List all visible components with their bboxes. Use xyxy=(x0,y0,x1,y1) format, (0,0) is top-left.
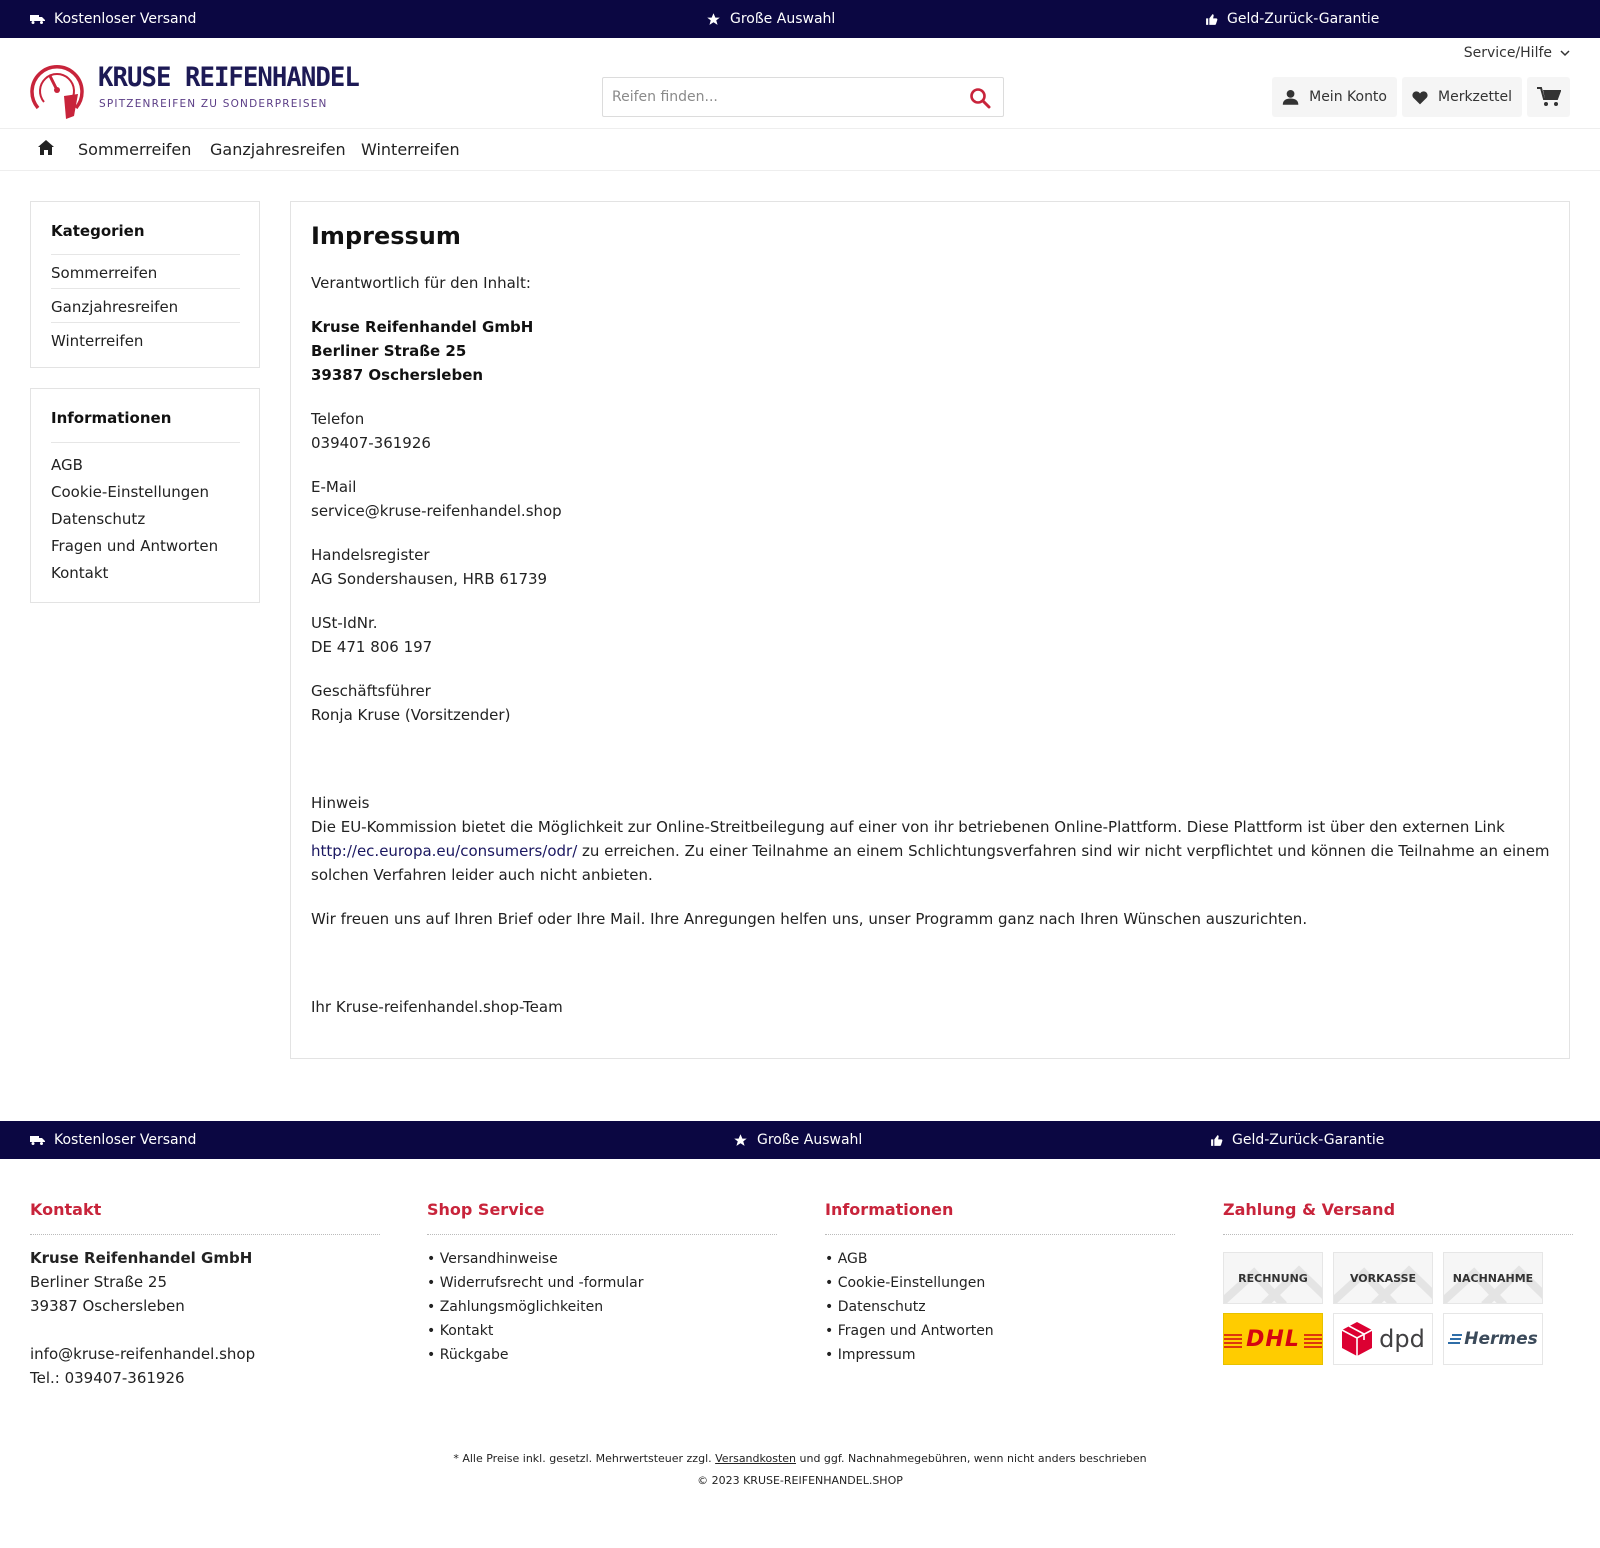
notice-text xyxy=(311,815,1551,887)
user-icon xyxy=(1282,87,1299,107)
footer-info-title: Informationen xyxy=(825,1200,1175,1235)
sidebar-item-privacy[interactable]: Datenschutz xyxy=(51,510,146,528)
thumbs-up-icon xyxy=(1205,13,1218,26)
speedometer-logo-icon xyxy=(30,56,84,120)
footer-city: 39387 Oschersleben xyxy=(30,1297,185,1315)
divider xyxy=(51,322,240,323)
email-value: service@kruse-reifenhandel.shop xyxy=(311,502,562,520)
service-help-label: Service/Hilfe xyxy=(1463,45,1552,61)
footer-link-returns[interactable]: • Rückgabe xyxy=(427,1343,777,1367)
carrier-badge-hermes xyxy=(1443,1313,1543,1365)
footer-email[interactable]: info@kruse-reifenhandel.shop xyxy=(30,1345,256,1363)
search-bar xyxy=(602,77,1004,117)
vat-value: DE 471 806 197 xyxy=(311,638,433,656)
notice-label: Hinweis xyxy=(311,794,370,812)
sidebar-item-agb[interactable]: AGB xyxy=(51,456,83,474)
legal-suffix: und ggf. Nachnahmegebühren, wenn nicht anders beschrieben xyxy=(796,1452,1147,1465)
usp-shipping-label: Kostenloser Versand xyxy=(54,11,197,27)
phone-value: 039407-361926 xyxy=(311,434,431,452)
responsible-label: Verantwortlich für den Inhalt: xyxy=(311,274,531,292)
usp-selection-label: Große Auswahl xyxy=(757,1132,863,1148)
footer-link-withdrawal[interactable]: • Widerrufsrecht und -formular xyxy=(427,1271,777,1295)
shopping-cart-icon xyxy=(1537,87,1561,107)
legal-note xyxy=(0,1452,1600,1465)
register-label: Handelsregister xyxy=(311,546,430,564)
carrier-badge-dpd xyxy=(1333,1313,1433,1365)
sidebar-item-cookie-settings[interactable]: Cookie-Einstellungen xyxy=(51,483,210,501)
payment-badge-invoice xyxy=(1223,1252,1323,1304)
sidebar-categories xyxy=(30,201,260,368)
page-title: Impressum xyxy=(311,222,461,250)
company-name: Kruse Reifenhandel GmbH xyxy=(311,318,534,336)
impressum-content xyxy=(290,201,1570,1059)
usp-bar-bottom xyxy=(0,1121,1600,1159)
footer-link-faq[interactable]: • Fragen und Antworten xyxy=(825,1319,1175,1343)
shipping-costs-link[interactable]: Versandkosten xyxy=(715,1452,797,1465)
logo[interactable] xyxy=(30,56,359,120)
search-icon xyxy=(969,87,991,109)
logo-title: KRUSE REIFENHANDEL xyxy=(98,62,359,93)
dpd-cube-icon xyxy=(1341,1321,1373,1357)
carrier-label-hermes: Hermes xyxy=(1464,1329,1538,1349)
usp-bar-top xyxy=(0,0,1600,38)
ceo-label: Geschäftsführer xyxy=(311,682,431,700)
payment-label-prepayment: VORKASSE xyxy=(1349,1271,1417,1285)
carrier-label-dhl: DHL xyxy=(1242,1327,1304,1352)
thumbs-up-icon xyxy=(1210,1134,1223,1147)
legal-prefix: * Alle Preise inkl. gesetzl. Mehrwertsteuer zzgl. xyxy=(453,1452,716,1465)
footer-contact-title: Kontakt xyxy=(30,1200,380,1235)
usp-selection xyxy=(706,0,835,38)
notice-text-1: Die EU-Kommission bietet die Möglichkeit zur Online-Streitbeilegung auf einer von ihr betriebenen Online-Plattform. Diese Plattform ist über den externen Link xyxy=(311,818,1505,836)
footer-link-payment-options[interactable]: • Zahlungsmöglichkeiten xyxy=(427,1295,777,1319)
sidebar-item-faq[interactable]: Fragen und Antworten xyxy=(51,537,219,555)
footer-link-privacy[interactable]: • Datenschutz xyxy=(825,1295,1175,1319)
divider xyxy=(51,288,240,289)
sidebar-item-winterreifen[interactable]: Winterreifen xyxy=(51,332,144,350)
ceo-value: Ronja Kruse (Vorsitzender) xyxy=(311,706,511,724)
wishlist-button[interactable] xyxy=(1402,77,1522,117)
footer-shop-service xyxy=(427,1200,777,1367)
usp-guarantee-label: Geld-Zurück-Garantie xyxy=(1232,1132,1385,1148)
copyright: © 2023 KRUSE-REIFENHANDEL.SHOP xyxy=(697,1474,903,1487)
notice-text-2: zu erreichen. Zu einer Teilnahme an einem Schlichtungsverfahren sind wir nicht verpflichtet und können die Teilnahme an einem solchen Verfahren leider auch nicht anbieten. xyxy=(311,842,1550,884)
usp-guarantee xyxy=(1210,1121,1384,1159)
closing-text: Wir freuen uns auf Ihren Brief oder Ihre Mail. Ihre Anregungen helfen uns, unser Programm ganz nach Ihren Wünschen auszurichten. xyxy=(311,910,1308,928)
payment-badge-cod xyxy=(1443,1252,1543,1304)
sidebar-item-ganzjahresreifen[interactable]: Ganzjahresreifen xyxy=(51,298,179,316)
usp-guarantee-label: Geld-Zurück-Garantie xyxy=(1227,11,1380,27)
search-input[interactable] xyxy=(603,78,943,116)
account-button[interactable] xyxy=(1272,77,1397,117)
company-city: 39387 Oschersleben xyxy=(311,366,484,384)
carrier-badge-dhl xyxy=(1223,1313,1323,1365)
star-icon xyxy=(733,1133,748,1148)
truck-icon xyxy=(30,14,45,24)
footer-link-contact[interactable]: • Kontakt xyxy=(427,1319,777,1343)
sidebar-categories-title: Kategorien xyxy=(51,222,145,240)
nav-item-sommerreifen[interactable]: Sommerreifen xyxy=(78,140,192,159)
footer-payment-shipping xyxy=(1223,1200,1573,1235)
phone-label: Telefon xyxy=(311,410,365,428)
footer-service-title: Shop Service xyxy=(427,1200,777,1235)
divider xyxy=(51,442,240,443)
search-button[interactable] xyxy=(969,87,991,109)
chevron-down-icon xyxy=(1560,50,1570,57)
footer-link-agb[interactable]: • AGB xyxy=(825,1247,1175,1271)
footer-street: Berliner Straße 25 xyxy=(30,1273,167,1291)
footer-link-impressum[interactable]: • Impressum xyxy=(825,1343,1175,1367)
usp-shipping xyxy=(30,0,196,38)
account-label: Mein Konto xyxy=(1309,89,1387,105)
footer-contact xyxy=(30,1200,380,1390)
sidebar-item-sommerreifen[interactable]: Sommerreifen xyxy=(51,264,158,282)
logo-subtitle: SPITZENREIFEN ZU SONDERPREISEN xyxy=(99,98,328,110)
sidebar-information xyxy=(30,388,260,603)
footer-phone: Tel.: 039407-361926 xyxy=(30,1369,185,1387)
signature: Ihr Kruse-reifenhandel.shop-Team xyxy=(311,998,563,1016)
divider xyxy=(51,254,240,255)
payment-label-invoice: RECHNUNG xyxy=(1238,1271,1308,1285)
usp-shipping xyxy=(30,1121,196,1159)
nav-home[interactable] xyxy=(38,140,54,159)
footer-link-shipping-info[interactable]: • Versandhinweise xyxy=(427,1247,777,1271)
nav-item-ganzjahresreifen[interactable]: Ganzjahresreifen xyxy=(210,140,346,159)
company-street: Berliner Straße 25 xyxy=(311,342,467,360)
vat-label: USt-IdNr. xyxy=(311,614,378,632)
wishlist-label: Merkzettel xyxy=(1438,89,1512,105)
odr-link[interactable]: http://ec.europa.eu/consumers/odr/ xyxy=(311,842,578,860)
payment-badge-prepayment xyxy=(1333,1252,1433,1304)
usp-selection-label: Große Auswahl xyxy=(730,11,836,27)
register-value: AG Sondershausen, HRB 61739 xyxy=(311,570,548,588)
sidebar-information-title: Informationen xyxy=(51,409,172,427)
service-help-menu[interactable] xyxy=(1464,45,1570,61)
payment-label-cod: NACHNAHME xyxy=(1452,1271,1534,1285)
usp-shipping-label: Kostenloser Versand xyxy=(54,1132,197,1148)
truck-icon xyxy=(30,1135,45,1145)
home-icon xyxy=(38,140,54,155)
star-icon xyxy=(706,12,721,27)
footer-company: Kruse Reifenhandel GmbH xyxy=(30,1249,253,1267)
usp-guarantee xyxy=(1205,0,1379,38)
hermes-speed-lines-icon xyxy=(1448,1333,1462,1345)
footer-link-cookie-settings[interactable]: • Cookie-Einstellungen xyxy=(825,1271,1175,1295)
footer-information xyxy=(825,1200,1175,1367)
main-nav xyxy=(0,128,1600,171)
usp-selection xyxy=(733,1121,862,1159)
footer-payment-title: Zahlung & Versand xyxy=(1223,1200,1573,1235)
email-label: E-Mail xyxy=(311,478,357,496)
nav-item-winterreifen[interactable]: Winterreifen xyxy=(361,140,460,159)
cart-button[interactable] xyxy=(1527,77,1570,117)
heart-icon xyxy=(1412,88,1428,107)
sidebar-item-contact[interactable]: Kontakt xyxy=(51,564,109,582)
carrier-label-dpd: dpd xyxy=(1379,1325,1425,1353)
